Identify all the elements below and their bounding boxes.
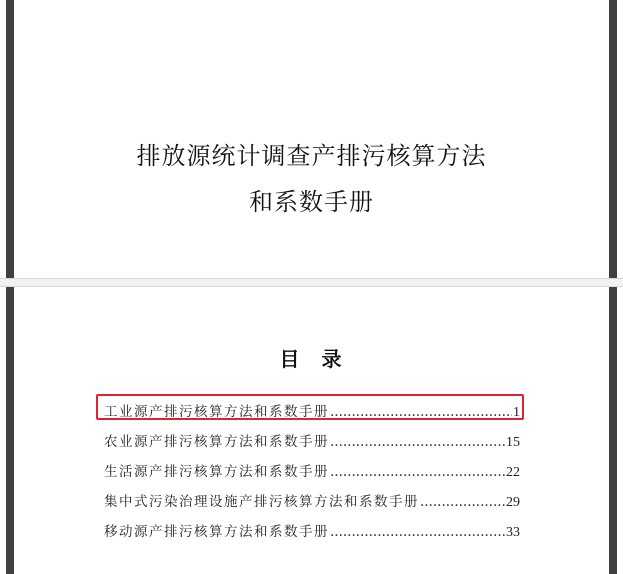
toc-item-centralized-treatment[interactable] [104, 490, 520, 520]
toc-item-page: 22 [506, 465, 520, 480]
toc-list [104, 400, 520, 550]
toc-item-title: 集中式污染治理设施产排污核算方法和系数手册 [104, 494, 419, 510]
cover-title-line-2: 和系数手册 [249, 188, 374, 216]
toc-heading-char-2: 录 [321, 347, 344, 371]
toc-item-title: 农业源产排污核算方法和系数手册 [104, 434, 329, 450]
toc-heading [0, 343, 623, 372]
toc-heading-char-1: 目 [279, 347, 302, 371]
toc-leader-dots [420, 494, 505, 510]
toc-leader-dots [330, 524, 505, 540]
toc-item-title: 工业源产排污核算方法和系数手册 [104, 404, 329, 420]
toc-item-mobile-source[interactable] [104, 520, 520, 550]
toc-item-agricultural[interactable] [104, 430, 520, 460]
toc-item-title: 生活源产排污核算方法和系数手册 [104, 464, 329, 480]
toc-leader-dots [330, 464, 505, 480]
toc-page [0, 287, 623, 574]
toc-item-page: 29 [506, 495, 520, 510]
toc-item-page: 1 [513, 405, 520, 420]
toc-item-title: 移动源产排污核算方法和系数手册 [104, 524, 329, 540]
toc-item-page: 33 [506, 525, 520, 540]
cover-page [0, 0, 623, 278]
toc-leader-dots [330, 434, 505, 450]
page-separator [0, 278, 623, 287]
highlight-box [96, 394, 524, 420]
toc-item-domestic[interactable] [104, 460, 520, 490]
toc-item-page: 15 [506, 435, 520, 450]
cover-title-line-1: 排放源统计调查产排污核算方法 [136, 142, 487, 170]
